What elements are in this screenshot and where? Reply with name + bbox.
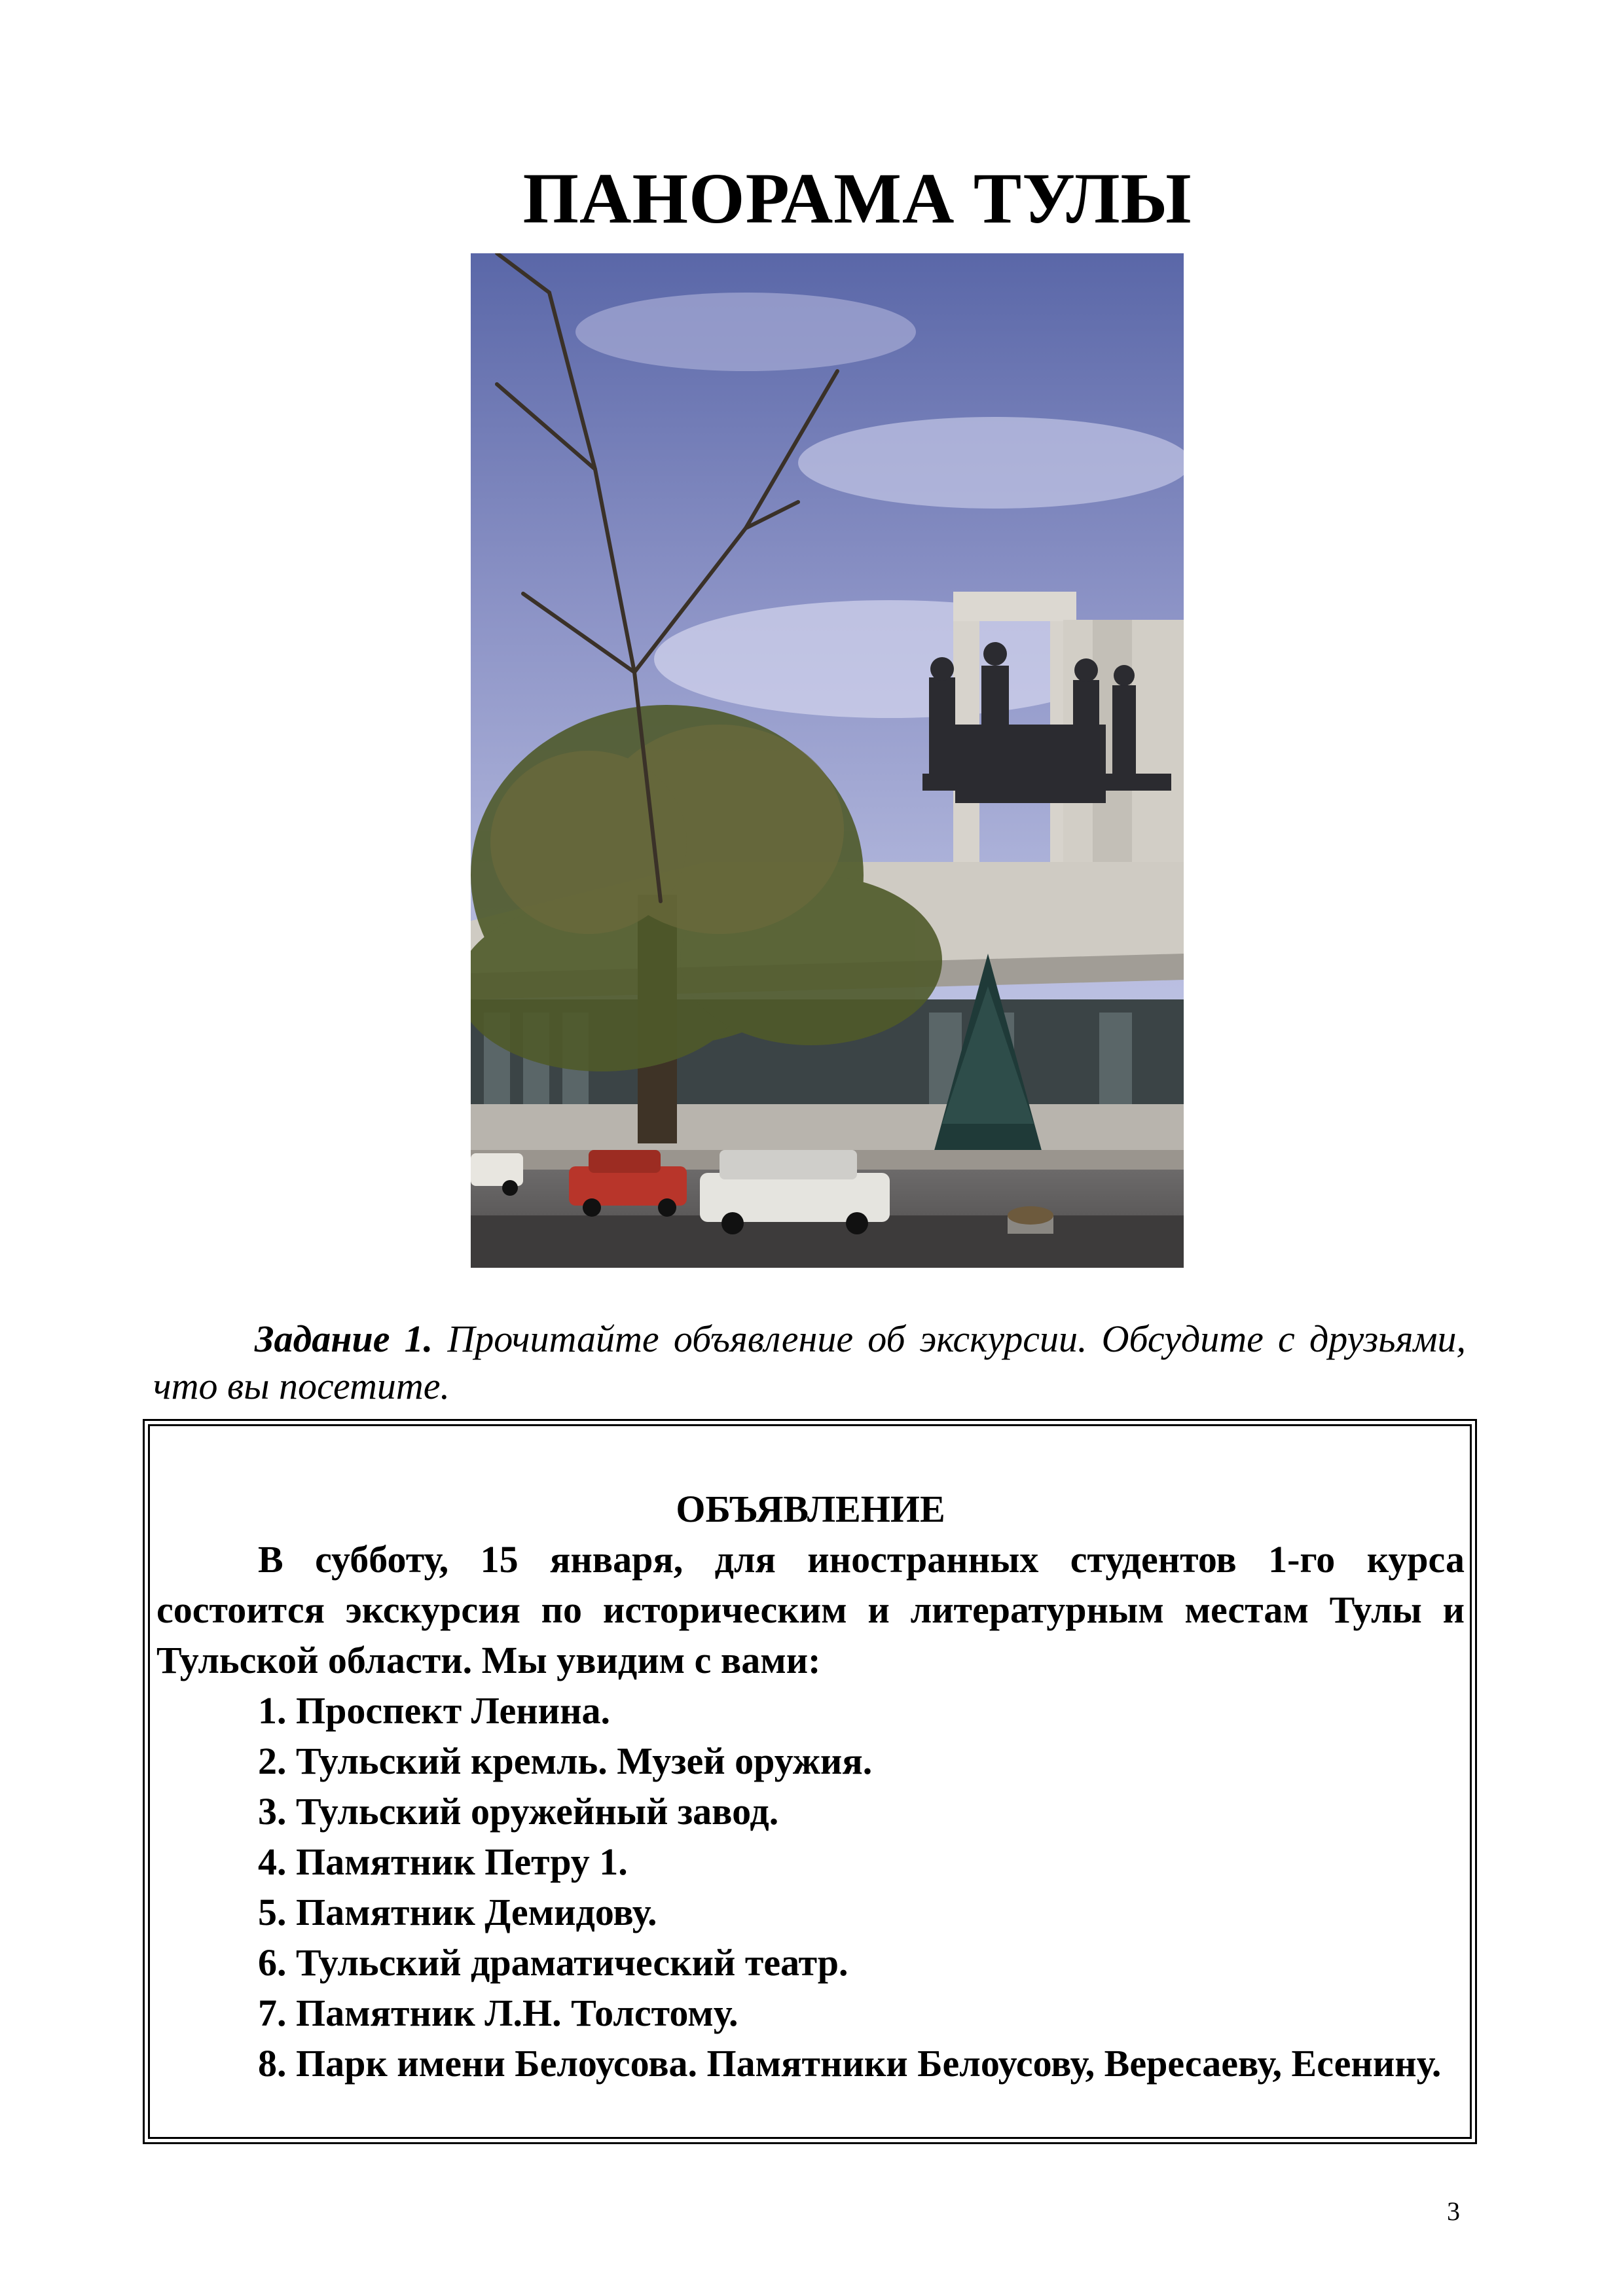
list-item: 8. Парк имени Белоусова. Памятники Белоусову, Вересаеву, Есенину. <box>258 2042 1442 2085</box>
list-item: 4. Памятник Петру 1. <box>258 1840 628 1883</box>
announcement-box <box>143 1419 1477 2144</box>
page-title: ПАНОРАМА ТУЛЫ <box>522 158 1192 238</box>
list-item: 7. Памятник Л.Н. Толстому. <box>258 1992 739 2034</box>
announcement-list <box>156 1685 1465 2089</box>
task-text: Прочитайте объявление об экскурсии. Обсудите с друзьями, что вы посетите. <box>153 1318 1467 1407</box>
theatre-photo <box>471 253 1184 1268</box>
announcement-inner <box>148 1424 1472 2139</box>
announcement-title: ОБЪЯВЛЕНИЕ <box>676 1488 945 1530</box>
task-1 <box>153 1316 1466 1410</box>
list-item: 1. Проспект Ленина. <box>258 1689 611 1732</box>
list-item: 3. Тульский оружейный завод. <box>258 1790 779 1833</box>
announcement-intro: В субботу, 15 января, для иностранных студентов 1-го курса состоится экскурсия по историческим и литературным местам Тулы и Тульской области. Мы увидим с вами: <box>156 1538 1465 1681</box>
list-item: 6. Тульский драматический театр. <box>258 1941 848 1984</box>
task-label: Задание 1. <box>255 1318 433 1360</box>
list-item: 5. Памятник Демидову. <box>258 1891 657 1933</box>
page-number: 3 <box>1447 2197 1460 2226</box>
list-item: 2. Тульский кремль. Музей оружия. <box>258 1740 873 1782</box>
